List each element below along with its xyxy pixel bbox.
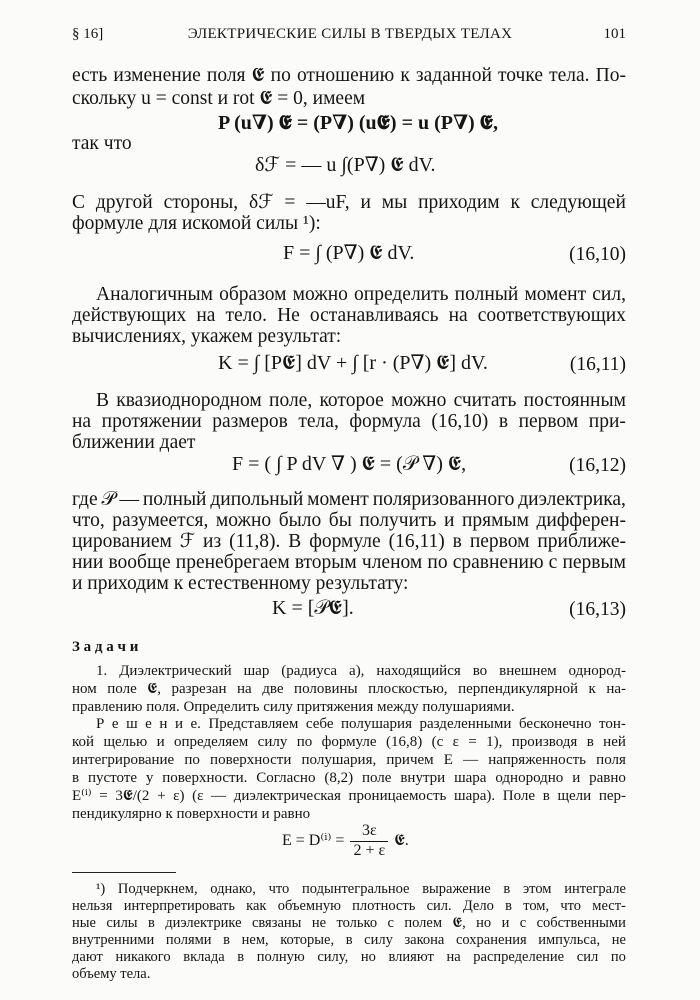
equation: P (u∇) 𝕰 = (P∇) (u𝕰) = u (P∇) 𝕰, bbox=[218, 112, 498, 134]
word: бесконечно bbox=[518, 716, 592, 732]
word: 𝕰, bbox=[452, 915, 466, 931]
word: изменение bbox=[113, 65, 201, 86]
word: Диэлектрический bbox=[119, 663, 232, 679]
word: шар bbox=[243, 663, 270, 679]
word: сохранения bbox=[455, 932, 527, 948]
running-title: ЭЛЕКТРИЧЕСКИЕ СИЛЫ В ТВЕРДЫХ ТЕЛАХ bbox=[187, 26, 513, 42]
word: приходим bbox=[418, 192, 500, 213]
word: разумеется, bbox=[112, 510, 209, 531]
word: поля bbox=[596, 752, 626, 768]
body-line bbox=[72, 490, 626, 510]
word: в bbox=[237, 949, 245, 965]
word: мест- bbox=[592, 898, 626, 914]
word: 𝕰 bbox=[251, 65, 265, 86]
footnote-rule bbox=[72, 872, 176, 873]
word: нем, bbox=[241, 932, 269, 948]
word: силу, bbox=[317, 949, 349, 965]
body-line: формуле для искомой силы ¹): bbox=[72, 213, 321, 234]
word: что bbox=[560, 898, 582, 914]
word: и bbox=[360, 192, 371, 213]
word: другой bbox=[95, 192, 153, 213]
word: квазиоднородном bbox=[116, 390, 262, 411]
word: по bbox=[610, 949, 626, 965]
body-line bbox=[72, 412, 626, 432]
solution-line bbox=[72, 789, 626, 804]
word: С bbox=[72, 192, 86, 213]
equation-16-11: K = ∫ [P𝕰] dV + ∫ [r · (P∇) 𝕰] dV. bbox=[218, 352, 488, 374]
word: равно bbox=[589, 770, 626, 786]
word: формуле bbox=[321, 734, 377, 750]
word: поле bbox=[107, 681, 137, 697]
word: E bbox=[443, 752, 453, 768]
fraction bbox=[350, 823, 388, 860]
body-line bbox=[72, 511, 626, 531]
word: ε) bbox=[173, 788, 185, 804]
word: что bbox=[268, 881, 290, 897]
footnote-line: объему тела. bbox=[72, 966, 151, 982]
word: По- bbox=[595, 65, 626, 86]
problem-line bbox=[72, 682, 626, 697]
body-line: и приходим к естественному результату: bbox=[72, 573, 409, 594]
page-number: 101 bbox=[603, 26, 626, 42]
word: полный bbox=[454, 284, 519, 305]
body-line bbox=[72, 532, 626, 552]
word: приближе- bbox=[537, 531, 626, 552]
word: полушария, bbox=[301, 752, 377, 768]
word: 1. bbox=[96, 663, 108, 679]
word: 1), bbox=[486, 734, 503, 750]
word: распределение bbox=[473, 949, 565, 965]
word: можно bbox=[292, 284, 348, 305]
word: следующей bbox=[530, 192, 626, 213]
problems-heading: З а д а ч и bbox=[72, 639, 139, 655]
word: дифферен- bbox=[536, 510, 626, 531]
word: щелью bbox=[103, 734, 148, 750]
word: цированием bbox=[72, 531, 172, 552]
word: дипольный bbox=[210, 489, 304, 510]
word: нии bbox=[72, 552, 104, 573]
word: формуле bbox=[309, 531, 381, 552]
word: подынтегральное bbox=[302, 881, 410, 897]
word: постоянным bbox=[523, 390, 626, 411]
word: перпендикулярной bbox=[458, 681, 578, 697]
word: интегрирование bbox=[72, 752, 175, 768]
word: на bbox=[237, 681, 252, 697]
equation-number: (16,12) bbox=[569, 455, 626, 476]
word: ш bbox=[126, 716, 138, 732]
word: на bbox=[446, 949, 461, 965]
word: находящийся bbox=[376, 663, 461, 679]
word: на- bbox=[606, 681, 626, 697]
word: внутри bbox=[400, 770, 446, 786]
word: пер- bbox=[598, 788, 626, 804]
word: на bbox=[72, 411, 92, 432]
word: интерпретировать bbox=[123, 898, 235, 914]
word: соответствующих bbox=[477, 305, 626, 326]
word: действующих bbox=[72, 305, 187, 326]
word: ней bbox=[603, 734, 626, 750]
word: связаны bbox=[251, 915, 302, 931]
equation-number: (16,10) bbox=[569, 244, 626, 265]
body-line: вычислениях, укажем результат: bbox=[72, 326, 342, 347]
word: (11,8). bbox=[229, 531, 281, 552]
word: диэлектрике bbox=[165, 915, 242, 931]
word: в bbox=[452, 531, 462, 552]
word: тела, bbox=[298, 411, 339, 432]
word: сил bbox=[576, 949, 599, 965]
word: напряженность bbox=[488, 752, 587, 768]
word: и bbox=[572, 770, 581, 786]
word: мы bbox=[381, 192, 408, 213]
body-line: ближении дает bbox=[72, 432, 196, 453]
word: но bbox=[360, 949, 376, 965]
word: собственными bbox=[536, 915, 626, 931]
word: — bbox=[211, 788, 227, 804]
word: полем bbox=[404, 915, 443, 931]
word: = bbox=[99, 788, 108, 804]
word: (16,10) bbox=[431, 411, 489, 432]
word: (ε bbox=[192, 788, 204, 804]
word: диэлектрика, bbox=[518, 489, 626, 510]
word: дают bbox=[72, 949, 103, 965]
word: не bbox=[311, 915, 327, 931]
word: первом bbox=[469, 531, 530, 552]
word: в bbox=[505, 898, 512, 914]
word: половины bbox=[294, 681, 358, 697]
word: (16,8) bbox=[385, 734, 423, 750]
word: членом bbox=[361, 552, 423, 573]
footnote-line bbox=[72, 950, 626, 965]
word: силу bbox=[257, 734, 288, 750]
word: δℱ bbox=[249, 192, 274, 213]
word: получить bbox=[359, 510, 437, 531]
word: можно bbox=[391, 390, 447, 411]
word: a), bbox=[349, 663, 365, 679]
word: ном bbox=[72, 681, 97, 697]
word: разрезан bbox=[171, 681, 227, 697]
word: сравнению bbox=[452, 552, 544, 573]
word: кой bbox=[72, 734, 95, 750]
word: 𝒫 bbox=[101, 489, 116, 510]
word: однород- bbox=[568, 663, 626, 679]
word: —uF, bbox=[306, 192, 350, 213]
word: размеров bbox=[212, 411, 288, 432]
word: момент bbox=[524, 284, 587, 305]
word: плоскостью, bbox=[368, 681, 448, 697]
word: Не bbox=[277, 305, 300, 326]
word: е bbox=[145, 716, 152, 732]
word: 𝕰, bbox=[147, 681, 161, 697]
word: В bbox=[288, 531, 302, 552]
word: силы bbox=[106, 915, 138, 931]
fraction-denominator: 2 + ε bbox=[353, 841, 386, 859]
word: поверхности. bbox=[162, 770, 248, 786]
word: при- bbox=[588, 411, 626, 432]
word: Согласно bbox=[256, 770, 316, 786]
word: в bbox=[72, 770, 80, 786]
equation-lhs: E = D⁽ⁱ⁾ = bbox=[282, 831, 345, 849]
word: Поле bbox=[502, 788, 536, 804]
word: н bbox=[159, 716, 168, 732]
word: у bbox=[145, 770, 154, 786]
word: заданной bbox=[415, 65, 492, 86]
word: пустоте bbox=[87, 770, 138, 786]
word: е. bbox=[190, 716, 201, 732]
word: и bbox=[174, 716, 183, 732]
section-number: § 16] bbox=[72, 26, 104, 42]
word: образом bbox=[219, 284, 287, 305]
word: первым bbox=[562, 552, 626, 573]
word: себе bbox=[305, 716, 334, 732]
problem-line: правлению поля. Определить силу притяжения между полушариями. bbox=[72, 699, 515, 715]
body-line bbox=[72, 193, 626, 213]
word: — bbox=[119, 489, 139, 510]
word: полный bbox=[142, 489, 207, 510]
word: E⁽ⁱ⁾ bbox=[72, 788, 92, 804]
word: протяжении bbox=[101, 411, 202, 432]
body-line bbox=[72, 306, 626, 326]
equation-16-13: K = [𝒫𝕰]. bbox=[272, 597, 354, 619]
word: в bbox=[345, 932, 353, 948]
word: вклада bbox=[183, 949, 225, 965]
word: В bbox=[96, 390, 110, 411]
equation-number: (16,11) bbox=[569, 354, 626, 375]
word: останавливаясь bbox=[309, 305, 439, 326]
word: плотность bbox=[352, 898, 416, 914]
word: — bbox=[463, 752, 479, 768]
word: Представляем bbox=[208, 716, 299, 732]
word: на bbox=[196, 305, 216, 326]
word: по bbox=[296, 734, 313, 750]
body-line: скольку u = const и rot 𝕰 = 0, имеем bbox=[72, 88, 366, 109]
footnote-line bbox=[72, 899, 626, 914]
word: поляризованного bbox=[372, 489, 515, 510]
word: сил. bbox=[426, 898, 452, 914]
word: первом bbox=[518, 411, 579, 432]
word: из bbox=[203, 531, 222, 552]
word: этом bbox=[522, 881, 552, 897]
body-line bbox=[72, 553, 626, 573]
word: поля bbox=[206, 65, 246, 86]
word: проницаемость bbox=[348, 788, 447, 804]
word: ε bbox=[452, 734, 459, 750]
word: Р bbox=[96, 716, 105, 732]
word: с bbox=[548, 552, 558, 573]
word: полную bbox=[256, 949, 305, 965]
footnote-line bbox=[72, 916, 626, 931]
word: которое bbox=[319, 390, 384, 411]
word: отношению bbox=[296, 65, 395, 86]
word: интеграле bbox=[564, 881, 626, 897]
word: во bbox=[472, 663, 488, 679]
word: полушария bbox=[341, 716, 412, 732]
word: никакого bbox=[115, 949, 171, 965]
word: пренебрегаем bbox=[175, 552, 290, 573]
word: производя bbox=[511, 734, 578, 750]
fraction-numerator: 3ε bbox=[350, 823, 388, 842]
equation-final bbox=[282, 823, 409, 860]
footnote-line bbox=[96, 882, 626, 897]
word: щели bbox=[557, 788, 592, 804]
word: момент bbox=[307, 489, 369, 510]
solution-line bbox=[72, 771, 626, 786]
word: было bbox=[278, 510, 322, 531]
solution-line bbox=[96, 717, 626, 732]
word: и bbox=[501, 915, 510, 931]
word: шара). bbox=[454, 788, 496, 804]
word: стороны, bbox=[163, 192, 239, 213]
word: внутренними bbox=[72, 932, 155, 948]
word: в bbox=[498, 411, 509, 432]
word: поле, bbox=[269, 390, 313, 411]
word: (16,11) bbox=[388, 531, 445, 552]
word: на bbox=[448, 305, 468, 326]
word: в bbox=[223, 932, 231, 948]
word: ℱ bbox=[179, 531, 196, 552]
word: по bbox=[427, 552, 448, 573]
word: к bbox=[400, 65, 410, 86]
word: диэлектрическая bbox=[233, 788, 341, 804]
body-line bbox=[96, 391, 626, 411]
word: (с bbox=[431, 734, 444, 750]
word: что, bbox=[72, 510, 105, 531]
word: к bbox=[588, 681, 596, 697]
problem-line bbox=[96, 664, 626, 679]
body-line bbox=[96, 285, 626, 305]
word: как bbox=[246, 898, 267, 914]
body-line bbox=[72, 66, 626, 86]
word: ¹) bbox=[96, 881, 106, 897]
word: тела. bbox=[549, 65, 590, 86]
word: формула bbox=[349, 411, 421, 432]
solution-line bbox=[72, 753, 626, 768]
equation-number: (16,13) bbox=[569, 599, 626, 620]
word: прямым bbox=[461, 510, 529, 531]
word: две bbox=[262, 681, 284, 697]
word: вообще bbox=[108, 552, 171, 573]
word: в bbox=[503, 881, 511, 897]
word: определяем bbox=[173, 734, 249, 750]
word: поле bbox=[361, 770, 392, 786]
word: можно bbox=[215, 510, 272, 531]
word: внешнем bbox=[499, 663, 557, 679]
word: Подчеркнем, bbox=[117, 881, 198, 897]
word: выражение bbox=[422, 881, 491, 897]
word: тело. bbox=[225, 305, 268, 326]
word: разделенными bbox=[419, 716, 512, 732]
word: полями bbox=[165, 932, 212, 948]
word: ные bbox=[72, 915, 96, 931]
word: сил, bbox=[592, 284, 626, 305]
word: которые, bbox=[280, 932, 335, 948]
equation: δℱ = — u ∫(P∇) 𝕰 dV. bbox=[255, 154, 436, 176]
word: 3𝕰/(2 bbox=[115, 788, 150, 804]
word: влияют bbox=[388, 949, 434, 965]
equation-16-12: F = ( ∫ P dV ∇ ) 𝕰 = (𝒫 ∇) 𝕰, bbox=[232, 453, 467, 475]
word: по bbox=[270, 65, 291, 86]
word: импульса, bbox=[538, 932, 601, 948]
word: с bbox=[387, 915, 394, 931]
word: шара bbox=[454, 770, 487, 786]
word: нельзя bbox=[72, 898, 113, 914]
word: однородно bbox=[495, 770, 564, 786]
word: (8,2) bbox=[324, 770, 354, 786]
equation-16-10: F = ∫ (P∇) 𝕰 dV. bbox=[283, 242, 415, 264]
word: и bbox=[443, 510, 455, 531]
body-line: так что bbox=[72, 133, 132, 154]
word: считать bbox=[453, 390, 517, 411]
solution-line: пендикулярно к поверхности и равно bbox=[72, 806, 311, 822]
word: есть bbox=[72, 65, 108, 86]
word: Дело bbox=[462, 898, 494, 914]
word: где bbox=[72, 489, 98, 510]
word: в bbox=[542, 788, 550, 804]
equation-rhs: 𝕰. bbox=[394, 831, 409, 849]
word: е bbox=[111, 716, 119, 732]
word: в bbox=[586, 734, 594, 750]
word: вторым bbox=[294, 552, 357, 573]
word: точке bbox=[498, 65, 543, 86]
word: но bbox=[476, 915, 492, 931]
word: не bbox=[611, 932, 626, 948]
word: причем bbox=[386, 752, 434, 768]
word: по bbox=[184, 752, 200, 768]
word: только bbox=[336, 915, 378, 931]
word: закона bbox=[404, 932, 445, 948]
word: бы bbox=[328, 510, 352, 531]
word: однако, bbox=[210, 881, 256, 897]
word: поверхности bbox=[210, 752, 292, 768]
footnote-line bbox=[72, 933, 626, 948]
word: силу bbox=[364, 932, 393, 948]
word: = bbox=[284, 192, 296, 213]
word: к bbox=[510, 192, 520, 213]
word: в bbox=[147, 915, 155, 931]
word: тон- bbox=[599, 716, 626, 732]
word: определить bbox=[354, 284, 449, 305]
word: объемную bbox=[277, 898, 341, 914]
word: Аналогичным bbox=[96, 284, 213, 305]
word: = bbox=[468, 734, 477, 750]
solution-line bbox=[72, 735, 626, 750]
word: + bbox=[157, 788, 166, 804]
word: с bbox=[519, 915, 527, 931]
word: (радиуса bbox=[281, 663, 338, 679]
word: том, bbox=[523, 898, 550, 914]
word: и bbox=[156, 734, 165, 750]
